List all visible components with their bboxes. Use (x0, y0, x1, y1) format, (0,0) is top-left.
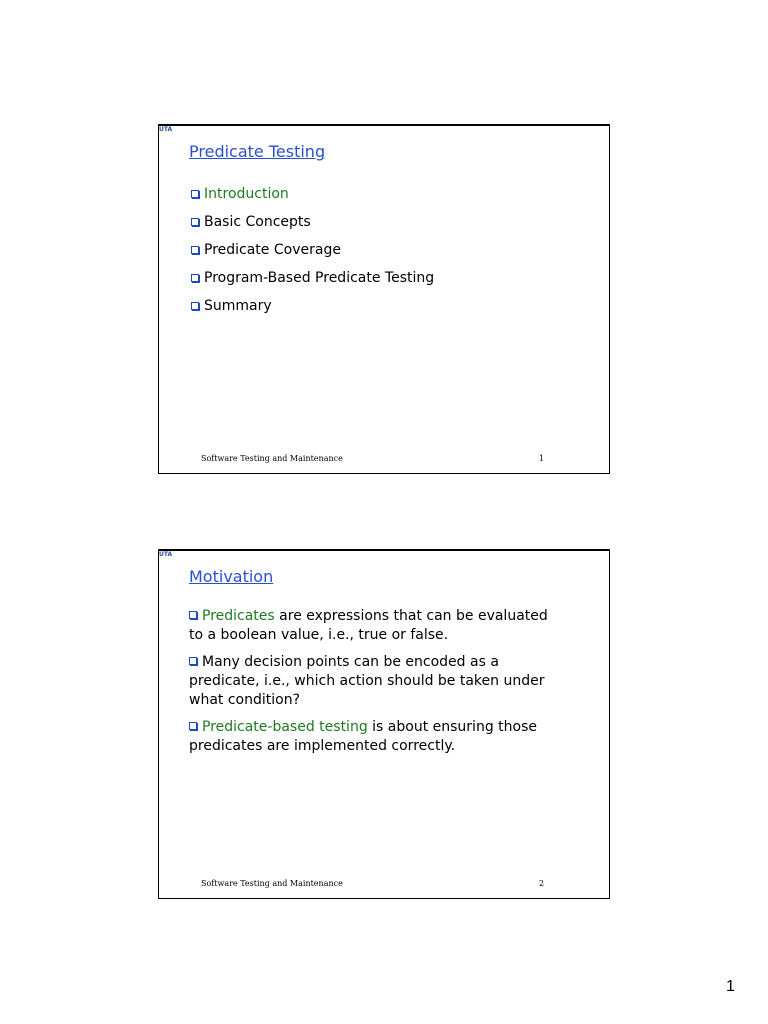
bullet-item (191, 180, 434, 208)
paragraph-text: predicates are implemented correctly. (189, 738, 456, 754)
uta-logo: UTA (159, 551, 173, 558)
bullet-list (191, 180, 434, 320)
slide-footer: Software Testing and Maintenance (201, 454, 343, 463)
slide-2 (158, 549, 610, 899)
square-bullet-icon (191, 302, 199, 310)
paragraph-text: predicate, i.e., which action should be taken under (189, 673, 545, 689)
square-bullet-icon (189, 611, 197, 619)
square-bullet-icon (191, 190, 199, 198)
slide-number: 1 (539, 454, 545, 463)
bullet-label: Program-Based Predicate Testing (204, 270, 435, 286)
paragraph (189, 718, 569, 756)
paragraph-list (189, 607, 569, 764)
paragraph-text: to a boolean value, i.e., true or false. (189, 627, 449, 643)
square-bullet-icon (189, 657, 197, 665)
square-bullet-icon (191, 246, 199, 254)
bullet-label: Predicate Coverage (204, 242, 341, 258)
square-bullet-icon (191, 274, 199, 282)
paragraph (189, 653, 569, 710)
bullet-item (191, 264, 434, 292)
square-bullet-icon (189, 722, 197, 730)
page-number: 1 (726, 978, 735, 995)
bullet-item (191, 208, 434, 236)
square-bullet-icon (191, 218, 199, 226)
slide-1 (158, 124, 610, 474)
bullet-label: Introduction (204, 186, 289, 202)
slide-title: Predicate Testing (189, 142, 326, 161)
slide-title: Motivation (189, 567, 274, 586)
highlighted-term: Predicates (202, 608, 275, 624)
paragraph-text: what condition? (189, 692, 301, 708)
bullet-item (191, 236, 434, 264)
slide-number: 2 (539, 879, 545, 888)
highlighted-term: Predicate-based testing (202, 719, 368, 735)
slide-footer: Software Testing and Maintenance (201, 879, 343, 888)
bullet-label: Summary (204, 298, 272, 314)
paragraph (189, 607, 569, 645)
paragraph-text: are expressions that can be evaluated (274, 608, 548, 624)
uta-logo: UTA (159, 126, 173, 133)
bullet-item (191, 292, 434, 320)
paragraph-text: is about ensuring those (367, 719, 537, 735)
bullet-label: Basic Concepts (204, 214, 311, 230)
paragraph-text: Many decision points can be encoded as a (202, 654, 499, 670)
